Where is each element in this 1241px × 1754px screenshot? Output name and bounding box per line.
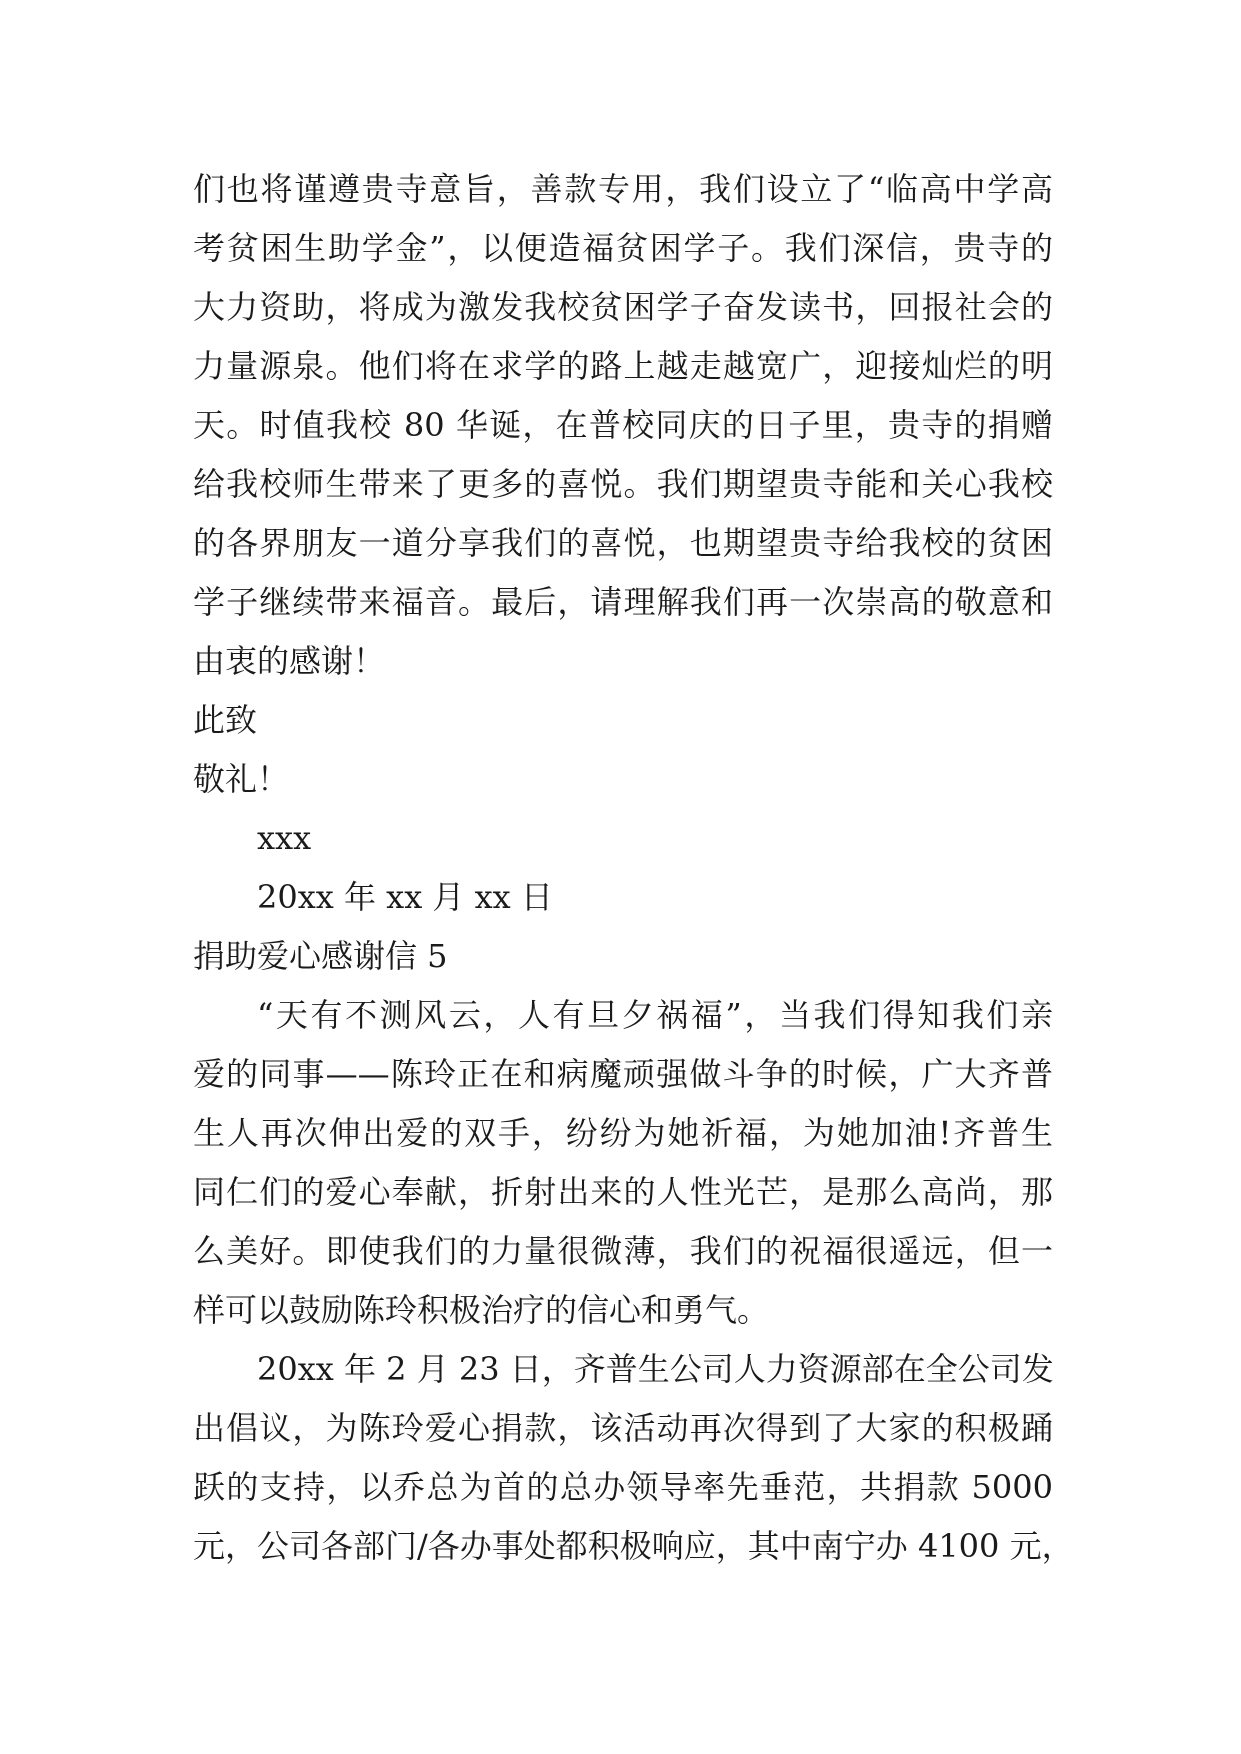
document-body — [193, 160, 1074, 1576]
text-line: 爱的同事——陈玲正在和病魔顽强做斗争的时候，广大齐普 — [193, 1055, 1053, 1093]
text-line: 跃的支持，以乔总为首的总办领导率先垂范，共捐款 5000 — [193, 1468, 1053, 1506]
text-line: 的各界朋友一道分享我们的喜悦，也期望贵寺给我校的贫困 — [193, 524, 1053, 562]
text-line: 么美好。即使我们的力量很微薄，我们的祝福很遥远，但一 — [193, 1232, 1053, 1270]
text-line: 学子继续带来福音。最后，请理解我们再一次崇高的敬意和 — [193, 583, 1053, 621]
text-line: 们也将谨遵贵寺意旨，善款专用，我们设立了“临高中学高 — [193, 170, 1053, 208]
signature-date: 20xx 年 xx 月 xx 日 — [257, 878, 553, 916]
section-title: 捐助爱心感谢信 5 — [193, 937, 448, 975]
text-line: 天。时值我校 80 华诞，在普校同庆的日子里，贵寺的捐赠 — [193, 406, 1053, 444]
signature-name: xxx — [257, 819, 312, 857]
text-line: “天有不测风云，人有旦夕祸福”，当我们得知我们亲 — [257, 996, 1053, 1034]
text-line: 样可以鼓励陈玲积极治疗的信心和勇气。 — [193, 1291, 770, 1329]
text-line: 给我校师生带来了更多的喜悦。我们期望贵寺能和关心我校 — [193, 465, 1053, 503]
salutation-regards: 敬礼！ — [193, 760, 290, 798]
text-line: 力量源泉。他们将在求学的路上越走越宽广，迎接灿烂的明 — [193, 347, 1053, 385]
text-line: 由衷的感谢！ — [193, 642, 386, 680]
text-line: 大力资助，将成为激发我校贫困学子奋发读书，回报社会的 — [193, 288, 1053, 326]
text-line: 同仁们的爱心奉献，折射出来的人性光芒，是那么高尚，那 — [193, 1173, 1053, 1211]
text-line: 生人再次伸出爱的双手，纷纷为她祈福，为她加油!齐普生 — [193, 1114, 1053, 1152]
text-line: 考贫困生助学金”，以便造福贫困学子。我们深信，贵寺的 — [193, 229, 1053, 267]
text-line: 元，公司各部门/各办事处都积极响应，其中南宁办 4100 元， — [193, 1527, 1074, 1565]
text-line: 出倡议，为陈玲爱心捐款，该活动再次得到了大家的积极踊 — [193, 1409, 1053, 1447]
salutation-closing: 此致 — [193, 701, 258, 739]
text-line: 20xx 年 2 月 23 日，齐普生公司人力资源部在全公司发 — [257, 1350, 1054, 1388]
